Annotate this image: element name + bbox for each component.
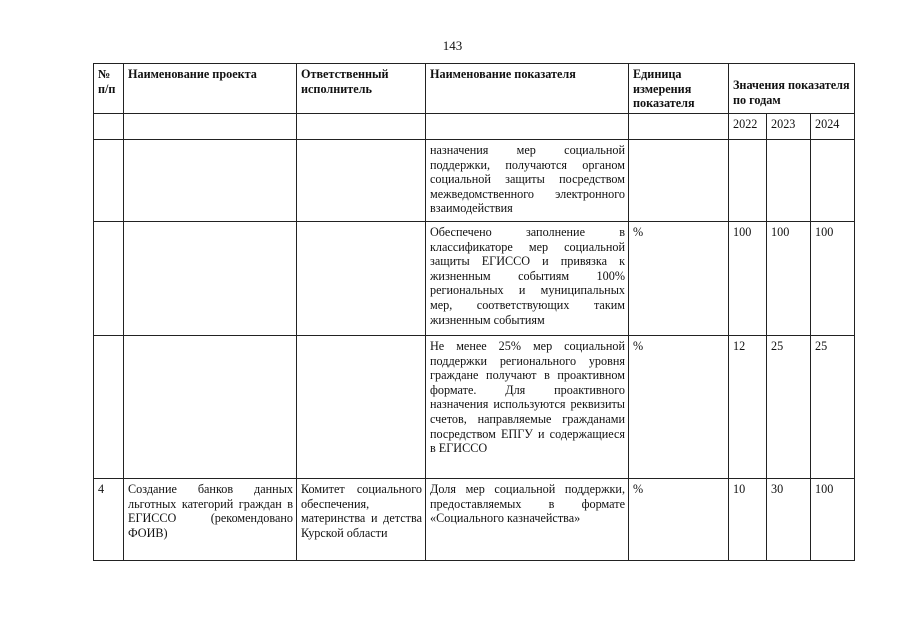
row-executor xyxy=(297,336,426,479)
table-row xyxy=(94,479,855,561)
year-2023: 2023 xyxy=(767,114,811,140)
row-indicator: Доля мер социальной поддержки, предоставляемых в формате «Социального казначейства» xyxy=(426,479,629,561)
indicators-table xyxy=(93,63,855,561)
page-number: 143 xyxy=(442,38,463,53)
row-executor xyxy=(297,222,426,336)
header-unit: Единица измерения показателя xyxy=(629,64,729,114)
row-num xyxy=(94,140,124,222)
row-value-2023 xyxy=(767,140,811,222)
row-unit xyxy=(629,140,729,222)
row-executor xyxy=(297,140,426,222)
row-project xyxy=(124,222,297,336)
table-header-row xyxy=(94,64,855,114)
header-project: Наименование проекта xyxy=(124,64,297,114)
year-2024: 2024 xyxy=(811,114,855,140)
row-value-2022: 100 xyxy=(729,222,767,336)
row-unit: % xyxy=(629,479,729,561)
row-executor: Комитет социального обеспечения, материнства и детства Курской области xyxy=(297,479,426,561)
row-value-2024: 100 xyxy=(811,222,855,336)
year-2022: 2022 xyxy=(729,114,767,140)
row-project xyxy=(124,140,297,222)
row-num xyxy=(94,222,124,336)
header-executor: Ответственный исполнитель xyxy=(297,64,426,114)
row-value-2022: 12 xyxy=(729,336,767,479)
row-unit: % xyxy=(629,336,729,479)
row-project: Создание банков данных льготных категорий граждан в ЕГИССО (рекомендовано ФОИВ) xyxy=(124,479,297,561)
row-value-2024 xyxy=(811,140,855,222)
row-value-2023: 25 xyxy=(767,336,811,479)
table-row xyxy=(94,336,855,479)
header-indicator: Наименование показателя xyxy=(426,64,629,114)
row-indicator: Обеспечено заполнение в классификаторе мер социальной защиты ЕГИССО и привязка к жизненным событиям 100% региональных и муниципальных мер, соответствующих таким жизненным событиям xyxy=(426,222,629,336)
table-row xyxy=(94,222,855,336)
row-num: 4 xyxy=(94,479,124,561)
row-project xyxy=(124,336,297,479)
table-years-row xyxy=(94,114,855,140)
row-indicator: назначения мер социальной поддержки, получаются органом социальной защиты посредством межведомственного электронного взаимодействия xyxy=(426,140,629,222)
row-value-2024: 100 xyxy=(811,479,855,561)
header-values: Значения показателя по годам xyxy=(729,64,855,114)
table-row xyxy=(94,140,855,222)
row-value-2022 xyxy=(729,140,767,222)
row-value-2022: 10 xyxy=(729,479,767,561)
row-value-2023: 100 xyxy=(767,222,811,336)
row-indicator: Не менее 25% мер социальной поддержки регионального уровня граждане получают в проактивном формате. Для проактивного назначения используются реквизиты счетов, направляемые гражданами посредством ЕПГУ и содержащиеся в ЕГИССО xyxy=(426,336,629,479)
header-num: № п/п xyxy=(94,64,124,114)
row-unit: % xyxy=(629,222,729,336)
row-value-2023: 30 xyxy=(767,479,811,561)
row-num xyxy=(94,336,124,479)
row-value-2024: 25 xyxy=(811,336,855,479)
